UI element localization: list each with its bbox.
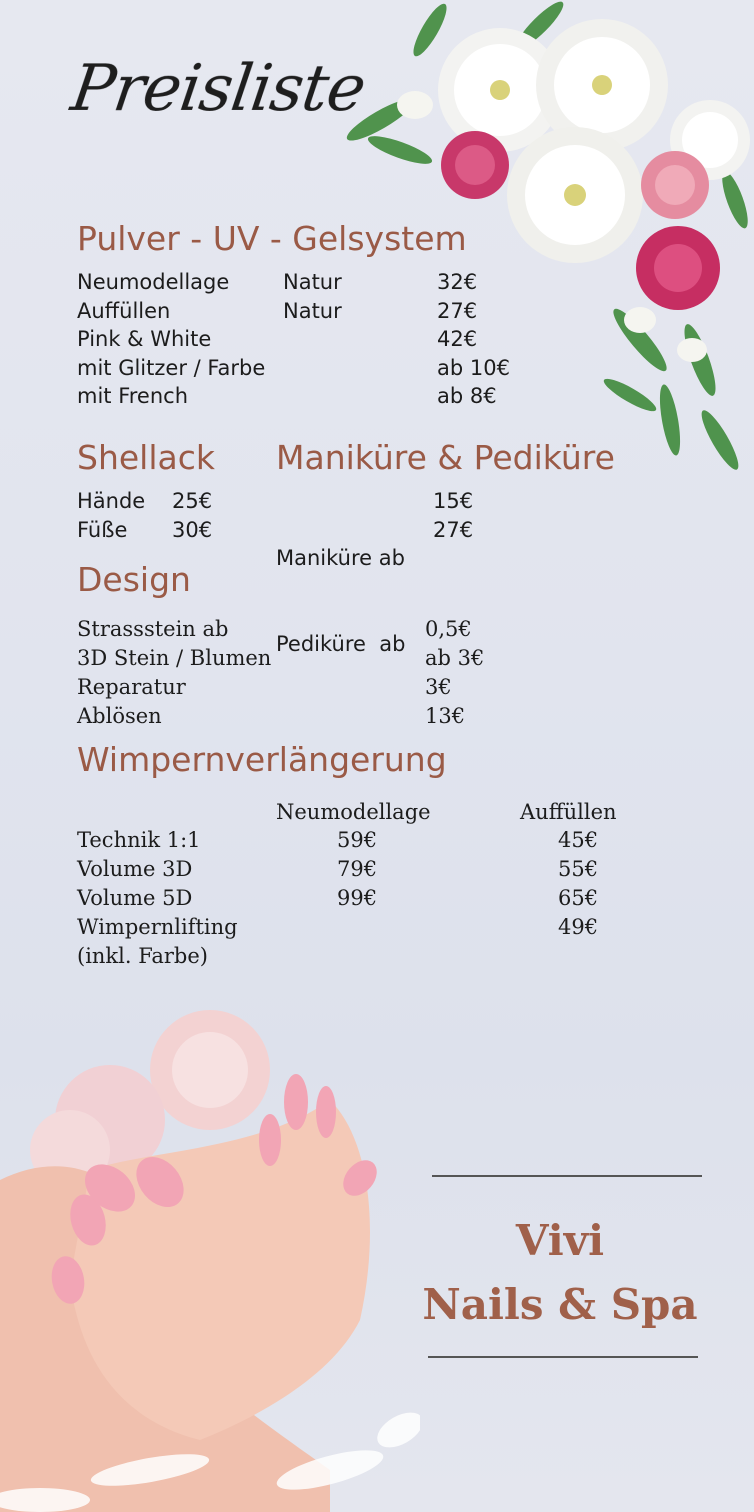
gel-item-name: mit Glitzer / Farbe (77, 355, 266, 380)
design-item-price: ab 3€ (425, 646, 485, 670)
gel-item-name: mit French (77, 384, 189, 408)
design-item-price: 13€ (425, 704, 466, 728)
lashes-names (77, 826, 238, 971)
lashes-neu-prices (337, 826, 377, 913)
gel-item-price: 27€ (437, 298, 478, 323)
lashes-item-neu-price: 59€ (337, 828, 378, 852)
brand-name: Vivi (515, 1216, 605, 1265)
lashes-section-heading: Wimpernverlängerung (77, 740, 447, 779)
gel-item-type: Natur (283, 270, 342, 294)
design-item-name: Ablösen (77, 704, 162, 728)
design-item-price: 0,5€ (425, 617, 472, 641)
gel-names (77, 268, 297, 411)
shellack-item-name: Hände (77, 489, 146, 513)
design-prices (425, 615, 484, 731)
shellack-item-name: Füße (77, 517, 128, 542)
mani-pedi-section-heading: Maniküre & Pediküre (276, 438, 615, 477)
shellack-item-price: 25€ (172, 489, 213, 513)
gel-item-type: Natur (283, 298, 342, 323)
lashes-col-neumodellage: Neumodellage (276, 800, 431, 824)
lashes-col-auffuellen: Auffüllen (520, 800, 617, 824)
shellack-section-heading: Shellack (77, 438, 215, 477)
mani-pedi-item-price: 27€ (433, 517, 474, 542)
gel-item-name: Neumodellage (77, 270, 230, 294)
lashes-item-neu-price: 79€ (337, 857, 378, 881)
mani-pedi-prices (433, 487, 473, 544)
lashes-item-auf-price: 65€ (558, 886, 599, 910)
gel-item-price: ab 8€ (437, 384, 497, 408)
gel-item-name: Pink & White (77, 327, 212, 351)
hands-holding-rose-image (0, 1000, 420, 1512)
brand-divider-top (432, 1175, 702, 1177)
brand-tagline: Nails & Spa (422, 1280, 698, 1329)
design-item-name: 3D Stein / Blumen (77, 646, 272, 670)
gel-section-heading: Pulver - UV - Gelsystem (77, 219, 467, 258)
gel-prices (437, 268, 510, 411)
shellack-prices (172, 487, 212, 544)
page-title: Preisliste (66, 52, 370, 126)
mani-pedi-names (276, 487, 405, 687)
brand-divider-bottom (428, 1356, 698, 1358)
shellack-names (77, 487, 145, 544)
gel-types (283, 268, 342, 325)
design-section-heading: Design (77, 560, 191, 599)
design-item-name: Reparatur (77, 675, 186, 699)
lashes-item-neu-price: 99€ (337, 886, 378, 910)
mani-pedi-item-name: Maniküre ab (276, 546, 405, 570)
gel-item-price: ab 10€ (437, 355, 510, 380)
lashes-item-name: Technik 1:1 (77, 828, 201, 852)
gel-item-price: 32€ (437, 270, 478, 294)
lashes-item-name: Volume 3D (77, 857, 193, 881)
gel-item-name: Auffüllen (77, 298, 171, 323)
shellack-item-price: 30€ (172, 517, 213, 542)
lashes-item-name: Wimpernlifting (77, 915, 238, 939)
lashes-item-auf-price: 49€ (558, 915, 599, 939)
design-names (77, 615, 271, 731)
lashes-item-name: (inkl. Farbe) (77, 944, 208, 968)
mani-pedi-item-price: 15€ (433, 489, 474, 513)
design-item-price: 3€ (425, 675, 452, 699)
gel-item-price: 42€ (437, 327, 478, 351)
lashes-item-auf-price: 55€ (558, 857, 599, 881)
lashes-auf-prices (558, 826, 598, 942)
mani-pedi-item-name: Pediküre ab (276, 631, 406, 656)
lashes-item-name: Volume 5D (77, 886, 193, 910)
lashes-item-auf-price: 45€ (558, 828, 599, 852)
design-item-name: Strassstein ab (77, 617, 229, 641)
